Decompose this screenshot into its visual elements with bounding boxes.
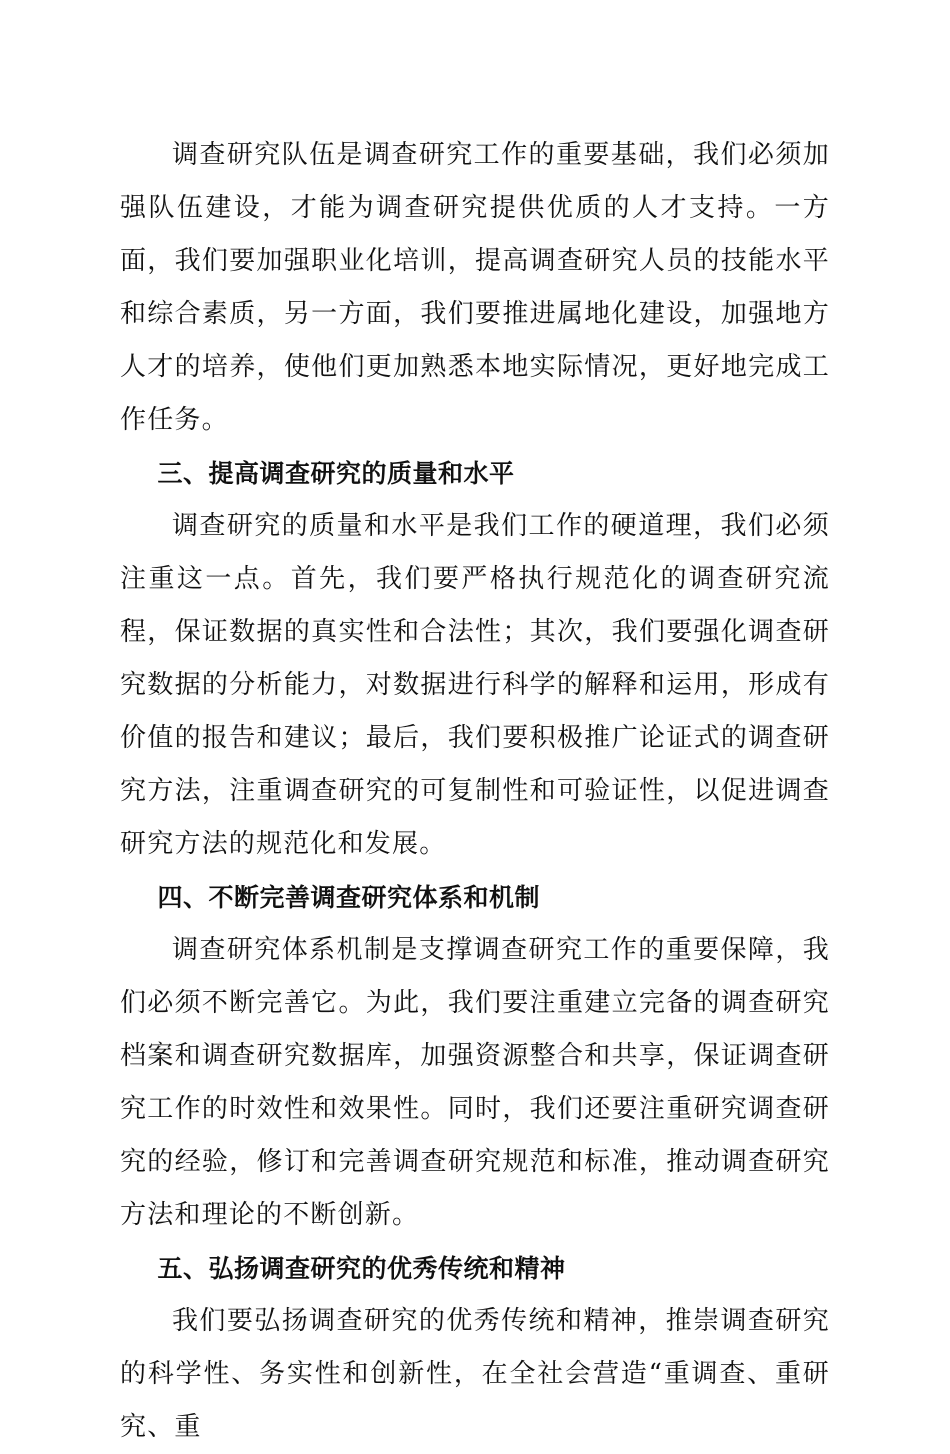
section-heading-5: 五、弘扬调查研究的优秀传统和精神 bbox=[157, 1254, 566, 1283]
section-heading-4: 四、不断完善调查研究体系和机制 bbox=[157, 883, 541, 912]
document-body bbox=[120, 129, 830, 1454]
paragraph-system-mechanism: 调查研究体系机制是支撑调查研究工作的重要保障，我们必须不断完善它。为此，我们要注重建立完备的调查研究档案和调查研究数据库，加强资源整合和共享，保证调查研究工作的时效性和效果性。同时，我们还要注重研究调查研究的经验，修订和完善调查研究规范和标准，推动调查研究方法和理论的不断创新。 bbox=[120, 935, 830, 1230]
paragraph-tradition: 我们要弘扬调查研究的优秀传统和精神，推崇调查研究的科学性、务实性和创新性，在全社会营造“重调查、重研究、重 bbox=[120, 1306, 830, 1442]
paragraph-quality: 调查研究的质量和水平是我们工作的硬道理，我们必须注重这一点。首先，我们要严格执行规范化的调查研究流程，保证数据的真实性和合法性；其次，我们要强化调查研究数据的分析能力，对数据进行科学的解释和运用，形成有价值的报告和建议；最后，我们要积极推广论证式的调查研究方法，注重调查研究的可复制性和可验证性，以促进调查研究方法的规范化和发展。 bbox=[120, 511, 830, 859]
section-heading-3: 三、提高调查研究的质量和水平 bbox=[157, 459, 515, 488]
paragraph-team-building: 调查研究队伍是调查研究工作的重要基础，我们必须加强队伍建设，才能为调查研究提供优质的人才支持。一方面，我们要加强职业化培训，提高调查研究人员的技能水平和综合素质，另一方面，我们要推进属地化建设，加强地方人才的培养，使他们更加熟悉本地实际情况，更好地完成工作任务。 bbox=[120, 140, 830, 435]
